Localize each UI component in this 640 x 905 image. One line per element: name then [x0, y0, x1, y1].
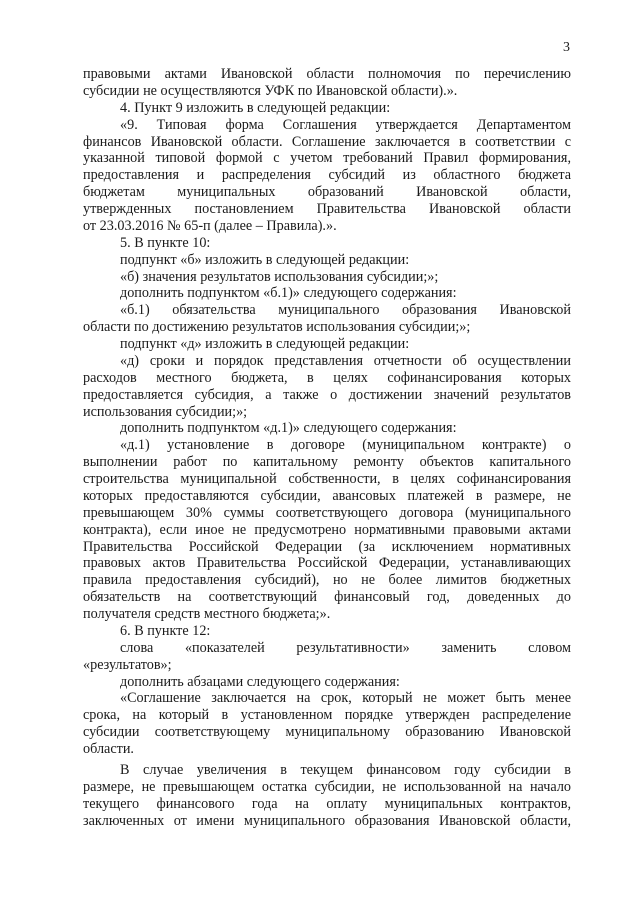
text-line: расходов местного бюджета, в целях софинансирования которых — [83, 369, 571, 386]
document-body — [83, 66, 571, 829]
text-line: «д.1) установление в договоре (муниципальном контракте) о — [120, 437, 571, 454]
text-line: области. — [83, 741, 134, 757]
text-line: правила предоставления субсидий), но не более лимитов бюджетных — [83, 572, 571, 589]
text-line: финансов Ивановской области. Соглашение заключается в соответствии с — [83, 133, 571, 150]
text-line: слова «показателей результативности» заменить словом — [120, 639, 571, 656]
text-line: выполнении работ по капитальному ремонту объектов капитального — [83, 454, 571, 471]
page-number: 3 — [563, 40, 570, 55]
text-line: превышающем 30% суммы соответствующего договора (муниципального — [83, 504, 571, 521]
text-line: «б) значения результатов использования субсидии;»; — [120, 268, 439, 285]
text-line: «результатов»; — [83, 656, 172, 673]
text-line: подпункт «б» изложить в следующей редакции: — [120, 251, 410, 268]
text-line: «д) сроки и порядок представления отчетности об осуществлении — [120, 352, 571, 369]
text-line: использования субсидии;»; — [83, 403, 248, 420]
text-line: «Соглашение заключается на срок, который не может быть менее — [120, 690, 571, 707]
text-line: субсидии не осуществляются УФК по Ивановской области).». — [83, 82, 458, 99]
text-line: подпункт «д» изложить в следующей редакции: — [120, 336, 410, 352]
text-line: бюджетам муниципальных образований Ивановской области, — [83, 184, 571, 201]
text-line: указанной типовой формой с учетом требований Правил формирования, — [83, 150, 571, 167]
text-line: дополнить подпунктом «б.1)» следующего содержания: — [120, 285, 457, 302]
text-line: дополнить подпунктом «д.1)» следующего содержания: — [120, 420, 457, 437]
text-line: утвержденных постановлением Правительства Ивановской области — [83, 201, 571, 217]
text-line: заключенных от имени муниципального образования Ивановской области, — [83, 812, 571, 829]
text-line: получателя средств местного бюджета;». — [83, 606, 331, 622]
text-line: размере, не превышающем остатка субсидии, не использованной на начало — [83, 778, 571, 795]
text-line: «б.1) обязательства муниципального образования Ивановской — [120, 302, 571, 319]
text-line: дополнить абзацами следующего содержания: — [120, 673, 400, 690]
text-line: которых предоставляются субсидии, авансовых платежей в размере, не — [83, 487, 571, 504]
text-line: обязательств на соответствующий финансовый год, доведенных до — [83, 589, 571, 606]
text-line: строительства муниципальной собственности, в целях софинансирования — [83, 471, 571, 487]
text-line: области по достижению результатов использования субсидии;»; — [83, 319, 471, 336]
text-line: правовыми актами Ивановской области полномочия по перечислению — [83, 66, 571, 82]
text-line: текущего финансового года на оплату муниципальных контрактов, — [83, 795, 571, 812]
text-line: субсидии соответствующему муниципальному образованию Ивановской — [83, 724, 571, 741]
text-line: Правительства Российской Федерации (за исключением нормативных — [83, 538, 571, 555]
text-line: предоставляется субсидия, а также о достижении значений результатов — [83, 386, 571, 403]
text-line: В случае увеличения в текущем финансовом году субсидии в — [120, 761, 571, 778]
text-line: от 23.03.2016 № 65-п (далее – Правила).». — [83, 217, 337, 234]
text-line: правовых актов Правительства Российской Федерации, устанавливающих — [83, 555, 571, 572]
text-line: срока, на который в установленном порядке утвержден распределение — [83, 707, 571, 724]
text-line: контракта), если иное не предусмотрено нормативными правовыми актами — [83, 521, 571, 538]
text-line: 5. В пункте 10: — [120, 234, 211, 251]
text-line: 4. Пункт 9 изложить в следующей редакции: — [120, 99, 391, 116]
text-line: «9. Типовая форма Соглашения утверждается Департаментом — [120, 116, 571, 133]
text-line: предоставления и распределения субсидий из областного бюджета — [83, 167, 571, 184]
text-line: 6. В пункте 12: — [120, 622, 211, 639]
